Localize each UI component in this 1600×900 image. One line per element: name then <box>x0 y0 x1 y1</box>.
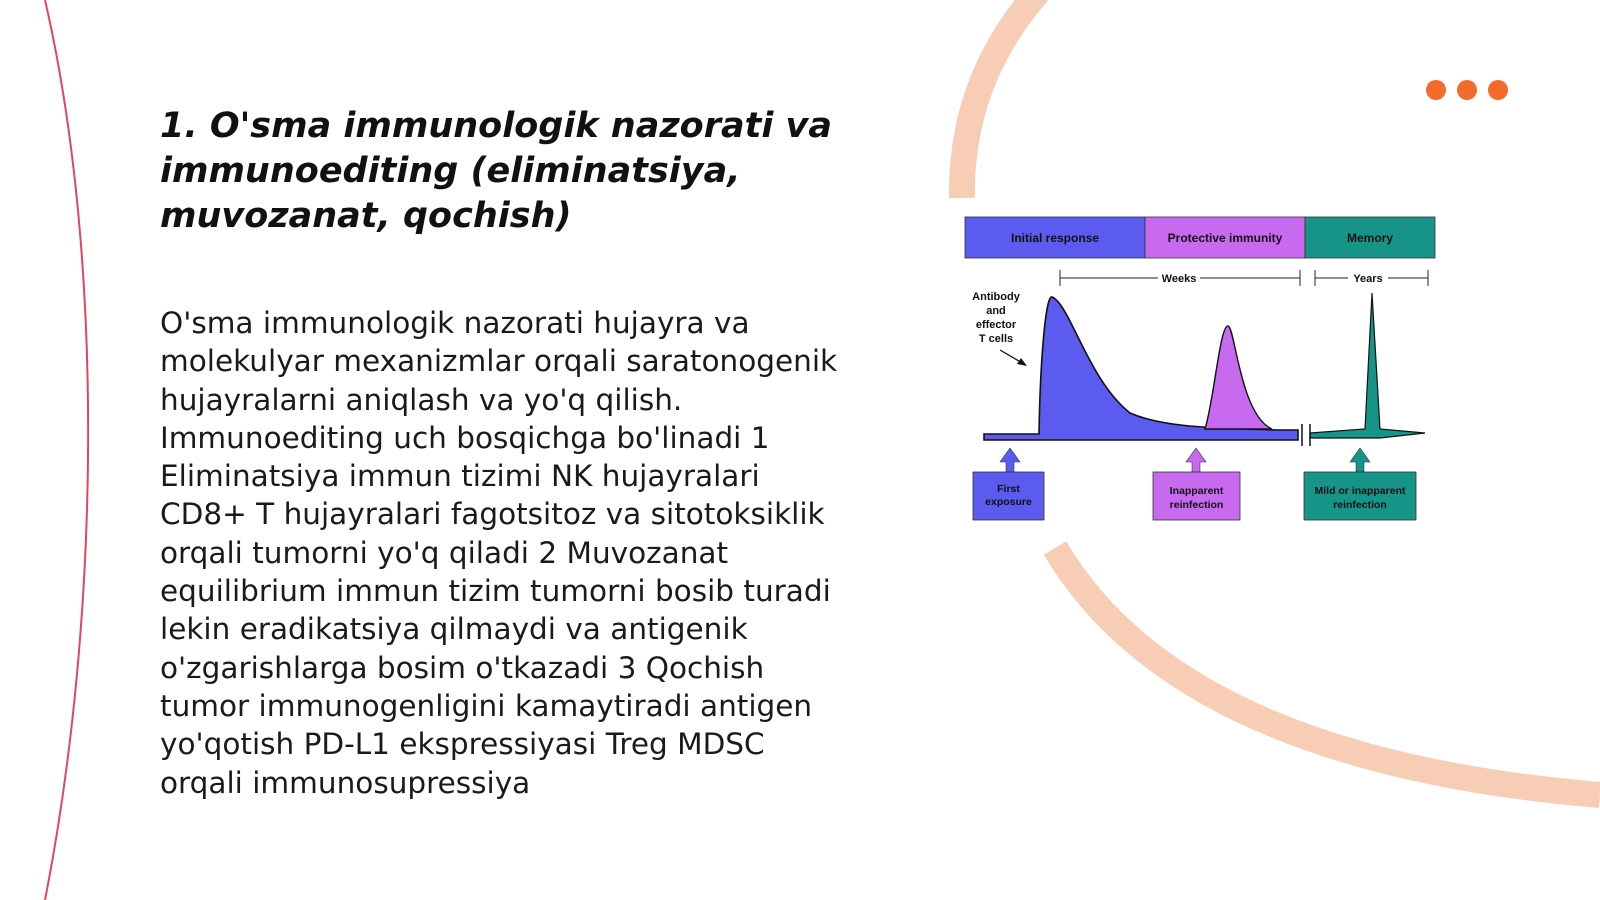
three-dots-icon <box>1426 80 1508 100</box>
slide-title: 1. O'sma immunologik nazorati va immunoediting (eliminatsiya, muvozanat, qochish) <box>160 106 832 236</box>
axis-break <box>1302 424 1310 446</box>
phase-memory-label: Memory <box>1346 231 1394 245</box>
effector-label-2: and <box>986 305 1006 317</box>
mild-reinfection-label-2: reinfection <box>1333 499 1387 511</box>
mild-reinfection-arrow <box>1350 448 1370 472</box>
first-exposure-label-2: exposure <box>985 496 1032 508</box>
immune-response-diagram <box>960 200 1460 540</box>
weeks-label: Weeks <box>1161 273 1197 285</box>
effector-arrowhead <box>1017 358 1027 366</box>
years-label: Years <box>1353 273 1383 285</box>
slide-body-text: O'sma immunologik nazorati hujayra va molekulyar mexanizmlar orqali saratonogenik hujayralarni aniqlash va yo'q qilish. Immunoediting uch bosqichga bo'linadi 1 Eliminatsiya immun tizimi NK hujayralari CD8+ T hujayralari fagotsitoz va sitotoksiklik orqali tumorni yo'q qiladi 2 Muvozanat equilibrium immun tizim tumorni bosib turadi lekin eradikatsiya qilmaydi va antigenik o'zgarishlarga bosim o'tkazadi 3 Qochish tumor immunogenligini kamaytiradi antigen yo'qotish PD-L1 ekspressiyasi Treg MDSC orqali immunosupressiya <box>160 306 838 800</box>
memory-reinfection-curve <box>1310 293 1425 438</box>
first-exposure-label-1: First <box>997 483 1020 495</box>
arc-lower <box>1055 548 1600 795</box>
effector-label-4: T cells <box>978 333 1014 345</box>
inapparent-reinfection-label-1: Inapparent <box>1169 485 1224 497</box>
phase-protective-label: Protective immunity <box>1167 231 1283 245</box>
dot <box>1457 80 1477 100</box>
phase-initial-label: Initial response <box>1010 231 1100 245</box>
inapparent-reinfection-arrow <box>1186 448 1206 472</box>
effector-label-3: effector <box>975 319 1017 331</box>
protective-reinfection-curve <box>1205 326 1272 429</box>
inapparent-reinfection-label-2: reinfection <box>1169 499 1224 511</box>
first-exposure-arrow <box>1000 448 1020 472</box>
effector-label-1: Antibody <box>972 291 1020 303</box>
dot <box>1488 80 1508 100</box>
dot <box>1426 80 1446 100</box>
arc-upper <box>962 0 1040 198</box>
mild-reinfection-label-1: Mild or inapparent <box>1314 485 1406 497</box>
left-red-curve <box>45 0 88 900</box>
